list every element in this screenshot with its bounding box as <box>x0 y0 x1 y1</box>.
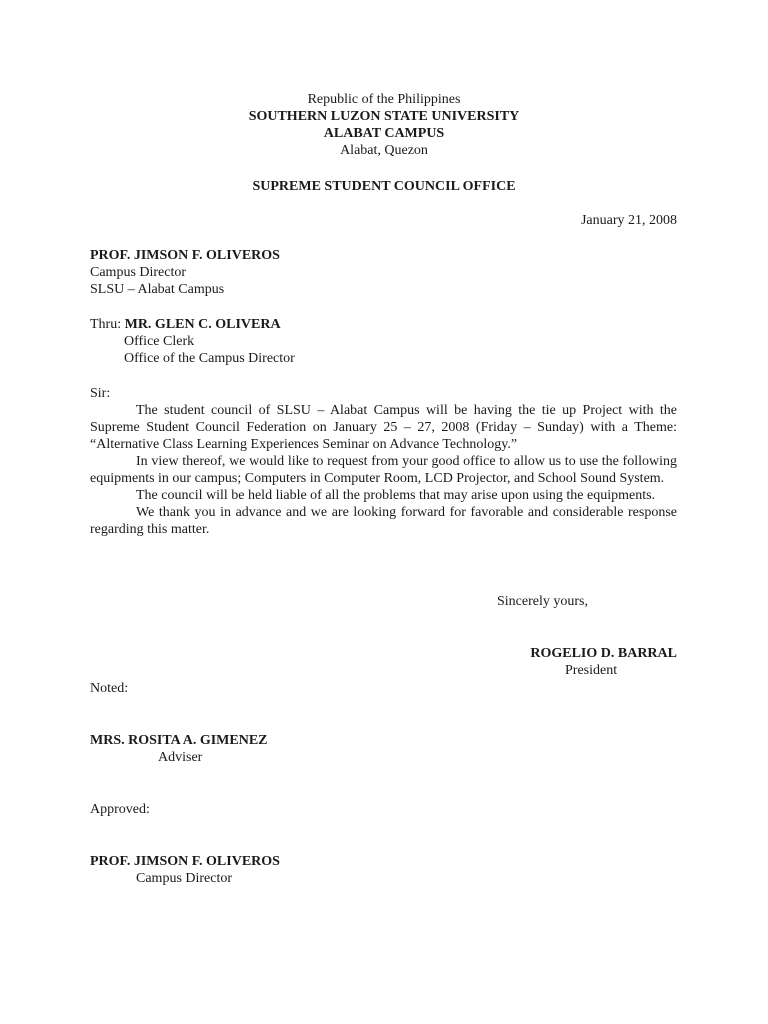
body-paragraph: In view thereof, we would like to request from your good office to allow us to use the following equipments in our campus; Computers in Computer Room, LCD Projector, and School Sound System. <box>90 454 677 486</box>
body-paragraph: The student council of SLSU – Alabat Campus will be having the tie up Project with the Supreme Student Council Federation on January 25 – 27, 2008 (Friday – Sunday) with a Theme: “Alternative Class Learning Experiences Seminar on Advance Technology.” <box>90 403 677 452</box>
approved-title: Campus Director <box>136 871 233 886</box>
thru-office: Office of the Campus Director <box>124 351 295 366</box>
body-paragraph: We thank you in advance and we are looking forward for favorable and considerable response regarding this matter. <box>90 505 677 537</box>
letter-date: January 21, 2008 <box>580 213 677 228</box>
noted-name: MRS. ROSITA A. GIMENEZ <box>90 733 268 748</box>
office-title: SUPREME STUDENT COUNCIL OFFICE <box>252 179 516 194</box>
noted-label: Noted: <box>90 681 129 696</box>
closing: Sincerely yours, <box>497 594 588 609</box>
signatory-title: President <box>565 663 618 678</box>
recipient-title: Campus Director <box>90 265 187 280</box>
letter-body <box>90 402 677 538</box>
approved-name: PROF. JIMSON F. OLIVEROS <box>90 854 280 869</box>
thru-title: Office Clerk <box>124 334 195 349</box>
approved-label: Approved: <box>90 802 150 817</box>
letterhead-location: Alabat, Quezon <box>340 143 428 158</box>
recipient-org: SLSU – Alabat Campus <box>90 282 225 297</box>
thru-name: MR. GLEN C. OLIVERA <box>124 317 281 332</box>
thru-label: Thru: <box>90 317 122 332</box>
signatory-name: ROGELIO D. BARRAL <box>530 646 677 661</box>
letterhead-campus: ALABAT CAMPUS <box>323 126 445 141</box>
body-paragraph: The council will be held liable of all the problems that may arise upon using the equipments. <box>136 488 656 503</box>
salutation: Sir: <box>90 386 111 401</box>
letterhead-republic: Republic of the Philippines <box>307 92 461 107</box>
recipient-name: PROF. JIMSON F. OLIVEROS <box>90 248 280 263</box>
letterhead-university: SOUTHERN LUZON STATE UNIVERSITY <box>248 109 520 124</box>
noted-title: Adviser <box>158 750 203 765</box>
thru-line <box>90 316 281 333</box>
